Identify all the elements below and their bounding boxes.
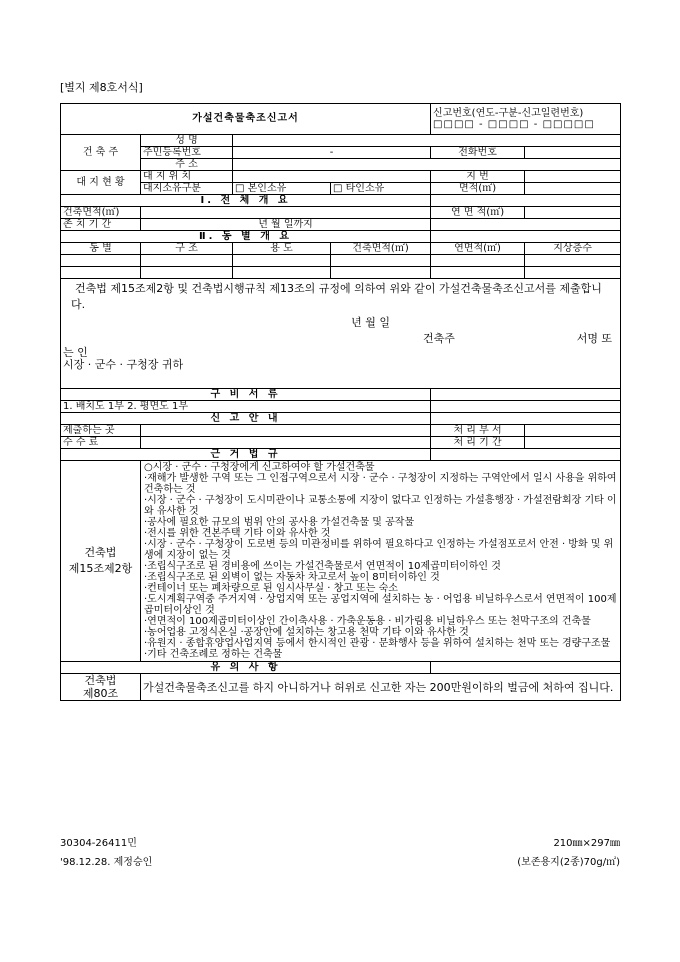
table-row xyxy=(61,267,621,279)
notice-heading: 유 의 사 항 xyxy=(61,662,431,674)
report-number xyxy=(431,104,621,135)
resident-no-label: 주민등록번호 xyxy=(141,147,233,159)
law-ref: 건축법 제15조제2항 xyxy=(61,461,141,662)
col-building-area: 건축면적(㎡) xyxy=(331,243,431,255)
site-group: 대 지 현 황 xyxy=(61,171,141,195)
statement-text: 건축법 제15조제2항 및 건축법시행규칙 제13조의 규정에 의하여 위와 같이 가설건축물축조신고서를 제출합니다. xyxy=(71,282,602,311)
overview-heading: Ⅰ. 전 체 개 요 xyxy=(61,195,431,207)
site-location-label: 대 지 위 치 xyxy=(141,171,233,183)
law-item: ·연면적이 100제곱미터이상인 간이축사용 · 가축운동용 · 비가림용 비닐하우스 또는 천막구조의 건축물 xyxy=(144,616,591,627)
recipient: 시장 · 군수 · 구청장 귀하 xyxy=(63,358,184,371)
form-title: 가설건축물축조신고서 xyxy=(61,104,431,135)
law-item: ·조립식구조로 된 경비용에 쓰이는 가설건축물로서 연면적이 10제곱미터이하인 것 xyxy=(144,561,501,572)
phone-field[interactable] xyxy=(525,147,621,159)
period-proc-field xyxy=(525,437,621,449)
report-form xyxy=(60,103,621,701)
notice-ref: 건축법 제80조 xyxy=(61,674,141,701)
submit-to-label: 제출하는 곳 xyxy=(61,425,141,437)
building-area-field[interactable] xyxy=(141,207,431,219)
area-label: 면적(㎡) xyxy=(431,183,525,195)
period-proc-label: 처 리 기 간 xyxy=(431,437,525,449)
col-floors: 지상층수 xyxy=(525,243,621,255)
signature-cont: 는 인 xyxy=(63,346,88,359)
approval-date: '98.12.28. 제정승인 xyxy=(60,857,153,868)
site-location-field[interactable] xyxy=(233,171,431,183)
law-item: ·재해가 발생한 구역 또는 그 인접구역으로서 시장 · 군수 · 구청장이 지정하는 구역안에서 일시 사용을 위하여 건축하는 것 xyxy=(144,473,617,495)
area-field[interactable] xyxy=(525,183,621,195)
builder-name-label: 성 명 xyxy=(141,135,233,147)
law-item: ·유원지 · 종합휴양업사업지역 등에서 한시적인 관광 · 문화행사 등을 위하여 설치하는 천막 또는 경량구조물 xyxy=(144,638,611,649)
address-field[interactable] xyxy=(233,159,621,171)
fee-field xyxy=(141,437,431,449)
law-item: ·도시계획구역중 주거지역 · 상업지역 또는 공업지역에 설치하는 농 · 어업용 비닐하우스로서 연면적이 100제곱미터이상인 것 xyxy=(144,594,617,616)
signature-label[interactable]: 서명 또 xyxy=(576,332,613,345)
own-other-checkbox[interactable]: □ 타인소유 xyxy=(331,183,431,195)
fee-label: 수 수 료 xyxy=(61,437,141,449)
col-building: 동 별 xyxy=(61,243,141,255)
law-item: ·농어업용 고정식온실 ·공장안에 설치하는 창고용 천막 기타 이와 유사한 것 xyxy=(144,627,469,638)
law-item: ○시장 · 군수 · 구청장에게 신고하여야 할 가설건축물 xyxy=(144,462,375,473)
statement-block xyxy=(61,279,621,389)
signer-label: 건축주 xyxy=(423,332,455,345)
law-item: ·공사에 필요한 규모의 범위 안의 공사용 가설건축물 및 공작물 xyxy=(144,517,415,528)
floor-area-field[interactable] xyxy=(525,207,621,219)
notice-text: 가설건축물축조신고를 하지 아니하거나 허위로 신고한 자는 200만원이하의 벌금에 처하여 집니다. xyxy=(141,674,621,701)
guide-heading: 신 고 안 내 xyxy=(61,413,431,425)
col-floor-area: 연면적(㎡) xyxy=(431,243,525,255)
col-use: 용 도 xyxy=(233,243,331,255)
documents-heading: 구 비 서 류 xyxy=(61,389,431,401)
form-label: [별지 제8호서식] xyxy=(60,81,143,94)
form-code: 30304-26411민 xyxy=(60,838,137,849)
law-item: ·컨테이너 또는 폐차량으로 된 임시사무실 · 창고 또는 숙소 xyxy=(144,583,398,594)
law-item: ·조립식구조로 된 외벽이 없는 자동차 차고로서 높이 8미터이하인 것 xyxy=(144,572,440,583)
paper-size: 210㎜×297㎜ xyxy=(553,838,620,849)
period-label: 존 치 기 간 xyxy=(61,219,141,231)
phone-label: 전화번호 xyxy=(431,147,525,159)
col-structure: 구 조 xyxy=(141,243,233,255)
report-number-boxes[interactable]: □□□□ - □□□□ - □□□□□ xyxy=(433,119,595,130)
building-area-label: 건축면적(㎡) xyxy=(61,207,141,219)
resident-no-field[interactable]: - xyxy=(233,147,431,159)
report-number-label: 신고번호(연도-구분-신고일련번호) xyxy=(433,108,584,119)
floor-area-label: 연 면 적(㎡) xyxy=(431,207,525,219)
law-item: ·전시를 위한 견본주택 기타 이와 유사한 것 xyxy=(144,528,331,539)
law-item: ·시장 · 군수 · 구청장이 도로변 등의 미관정비를 위하여 필요하다고 인정하는 가설점포로서 안전 · 방화 및 위생에 지장이 없는 것 xyxy=(144,539,614,561)
law-heading: 근 거 법 규 xyxy=(61,449,431,461)
own-self-checkbox[interactable]: □ 본인소유 xyxy=(233,183,331,195)
documents-items: 1. 배치도 1부 2. 평면도 1부 xyxy=(61,401,431,413)
law-list xyxy=(141,461,621,662)
submit-to-field xyxy=(141,425,431,437)
lot-field[interactable] xyxy=(525,171,621,183)
address-label: 주 소 xyxy=(141,159,233,171)
by-building-heading: Ⅱ. 동 별 개 요 xyxy=(61,231,431,243)
lot-label: 지 번 xyxy=(431,171,525,183)
law-item: ·기타 건축조례로 정하는 건축물 xyxy=(144,649,283,660)
paper-type: (보존용지(2종)70g/㎡) xyxy=(517,857,620,868)
builder-name-field[interactable] xyxy=(233,135,621,147)
dept-field xyxy=(525,425,621,437)
builder-group: 건 축 주 xyxy=(61,135,141,171)
ownership-label: 대지소유구분 xyxy=(141,183,233,195)
law-item: ·시장 · 군수 · 구청장이 도시미관이나 교통소통에 지장이 없다고 인정하는 가설흥행장 · 가설전람회장 기타 이와 유사한 것 xyxy=(144,495,617,517)
period-field[interactable]: 년 월 일까지 xyxy=(141,219,431,231)
dept-label: 처 리 부 서 xyxy=(431,425,525,437)
table-row xyxy=(61,255,621,267)
date-line: 년 월 일 xyxy=(351,316,390,329)
